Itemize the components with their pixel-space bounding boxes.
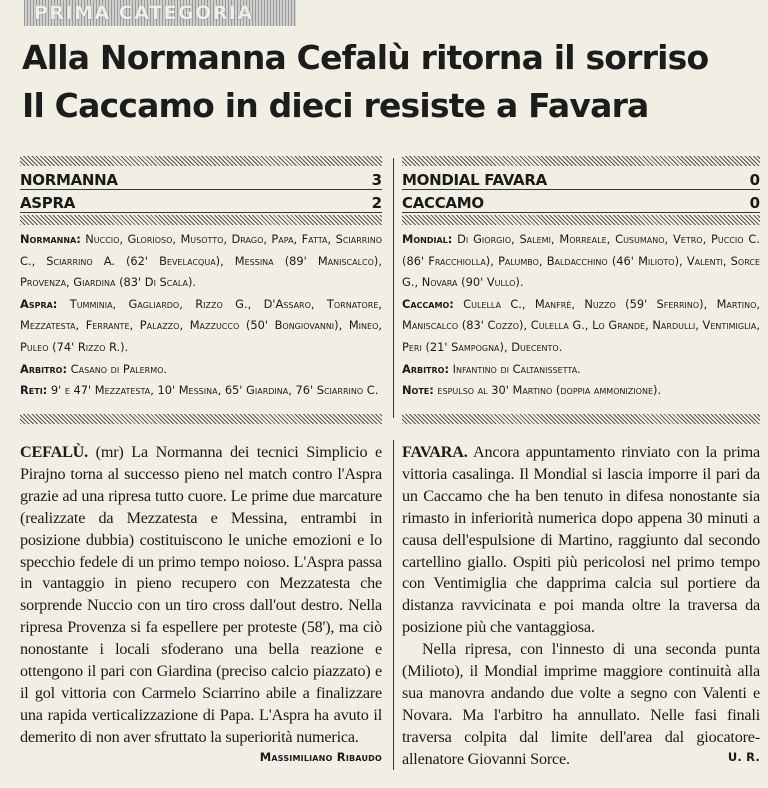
hatch-rule	[20, 215, 382, 225]
article-byline: U. R.	[727, 750, 760, 764]
article-dateline: CEFALÙ.	[20, 443, 88, 461]
home-team-row	[402, 170, 760, 190]
home-team-name: MONDIAL FAVARA	[402, 171, 547, 189]
article-byline: Massimiliano Ribaudo	[259, 750, 382, 764]
article-dateline: FAVARA.	[402, 443, 468, 461]
lineup-box-left	[20, 229, 382, 402]
away-team-row	[20, 193, 382, 213]
hatch-rule	[20, 414, 382, 424]
away-team-name: ASPRA	[20, 194, 76, 212]
away-team-name: CACCAMO	[402, 194, 484, 212]
home-team-score: 0	[749, 171, 760, 189]
headline-line-1: Alla Normanna Cefalù ritorna il sorriso	[22, 38, 709, 77]
referee-line: Arbitro: Infantino di Caltanissetta.	[402, 361, 581, 376]
away-team-score: 2	[371, 194, 382, 212]
away-team-score: 0	[749, 194, 760, 212]
hatch-rule	[402, 414, 760, 424]
lineup-line: Aspra: Tumminia, Gagliardo, Rizzo G., D'Assaro, Tornatore, Mezzatesta, Ferrante, Palazzo, Mazzucco (50' Bongiovanni), Mineo, Puleo (74' Rizzo R.).	[20, 296, 382, 354]
away-team-row	[402, 193, 760, 213]
notes-line: Note: espulso al 30' Martino (doppia ammonizione).	[402, 383, 662, 398]
headline-line-2: Il Caccamo in dieci resiste a Favara	[22, 86, 649, 125]
lineup-line: Normanna: Nuccio, Glorioso, Musotto, Drago, Papa, Fatta, Sciarrino C., Sciarrino A. (62' Bevelacqua), Messina (89' Maniscalco), Provenza, Giardina (83' Di Scala).	[20, 232, 382, 290]
article-right	[402, 442, 760, 771]
section-kicker: PRIMA CATEGORIA	[24, 0, 296, 26]
lineup-box-right	[402, 229, 760, 402]
hatch-rule	[402, 156, 760, 166]
article-body: (mr) La Normanna dei tecnici Simplicio e Pirajno torna al successo pieno nel match contro l'Aspra grazie ad una ripresa tutto cuore. Le prime due marcature (realizzate da Mezzatesta e Messina, entrambi in posizione dubbia) costituiscono le uniche emozioni e lo specchio fedele di un primo tempo noioso. L'Aspra passa in vantaggio in pieno recupero con Mezzatesta che sorprende Nuccio con un tiro cross dall'out destro. Nella ripresa Provenza si fa espellere per proteste (58'), ma ciò nonostante i locali sfoderano una bella reazione e ottengono il pari con Giardina (preciso calcio piazzato) e il gol vittoria con Carmelo Sciarrino abile a finalizzare una rapida verticalizzazione di Papa. L'Aspra ha avuto il demerito di non aver sfruttato la superiorità numerica.	[20, 443, 382, 746]
article-body: Ancora appuntamento rinviato con la prima vittoria casalinga. Il Mondial si lascia imporre il pari da un Caccamo che ha ben tenuto in difesa nonostante sia rimasto in inferiorità numerica dopo appena 30 minuti a causa dell'espulsione di Martino, raggiunto dal secondo cartellino giallo. Ospiti più pericolosi nel primo tempo con Ventimiglia che dapprima calcia sul portiere da distanza ravvicinata e poi manda oltre la traversa da posizione più che vantaggiosa.	[402, 443, 760, 637]
referee-line: Arbitro: Casano di Palermo.	[20, 361, 168, 376]
lineup-line: Caccamo: Culella C., Manfrè, Nuzzo (59' Sferrino), Martino, Maniscalco (83' Cozzo), Culella G., Lo Grande, Nardulli, Ventimiglia, Peri (21' Sampogna), Duecento.	[402, 296, 760, 354]
lineup-line: Mondial: Di Giorgio, Salemi, Morreale, Cusumano, Vetro, Puccio C. (86' Fracchiolla), Palumbo, Baldacchino (46' Milioto), Valenti, Sorce G., Novara (90' Vullo).	[402, 232, 760, 290]
article-left	[20, 442, 382, 749]
home-team-name: NORMANNA	[20, 171, 118, 189]
goals-line: Reti: 9' e 47' Mezzatesta, 10' Messina, 65' Giardina, 76' Sciarrino C.	[20, 383, 379, 398]
article-body-paragraph: Nella ripresa, con l'innesto di una seconda punta (Milioto), il Mondial imprime maggiore continuità alla sua manovra andando due volte a segno con Valenti e Novara. Ma l'arbitro ha annullato. Nelle fasi finali traversa colpita dal limite dell'area dal giocatore-allenatore Giovanni Sorce.	[402, 640, 760, 768]
hatch-rule	[20, 156, 382, 166]
home-team-score: 3	[371, 171, 382, 189]
home-team-row	[20, 170, 382, 190]
column-divider	[393, 440, 394, 770]
hatch-rule	[402, 215, 760, 225]
column-divider	[393, 158, 394, 418]
